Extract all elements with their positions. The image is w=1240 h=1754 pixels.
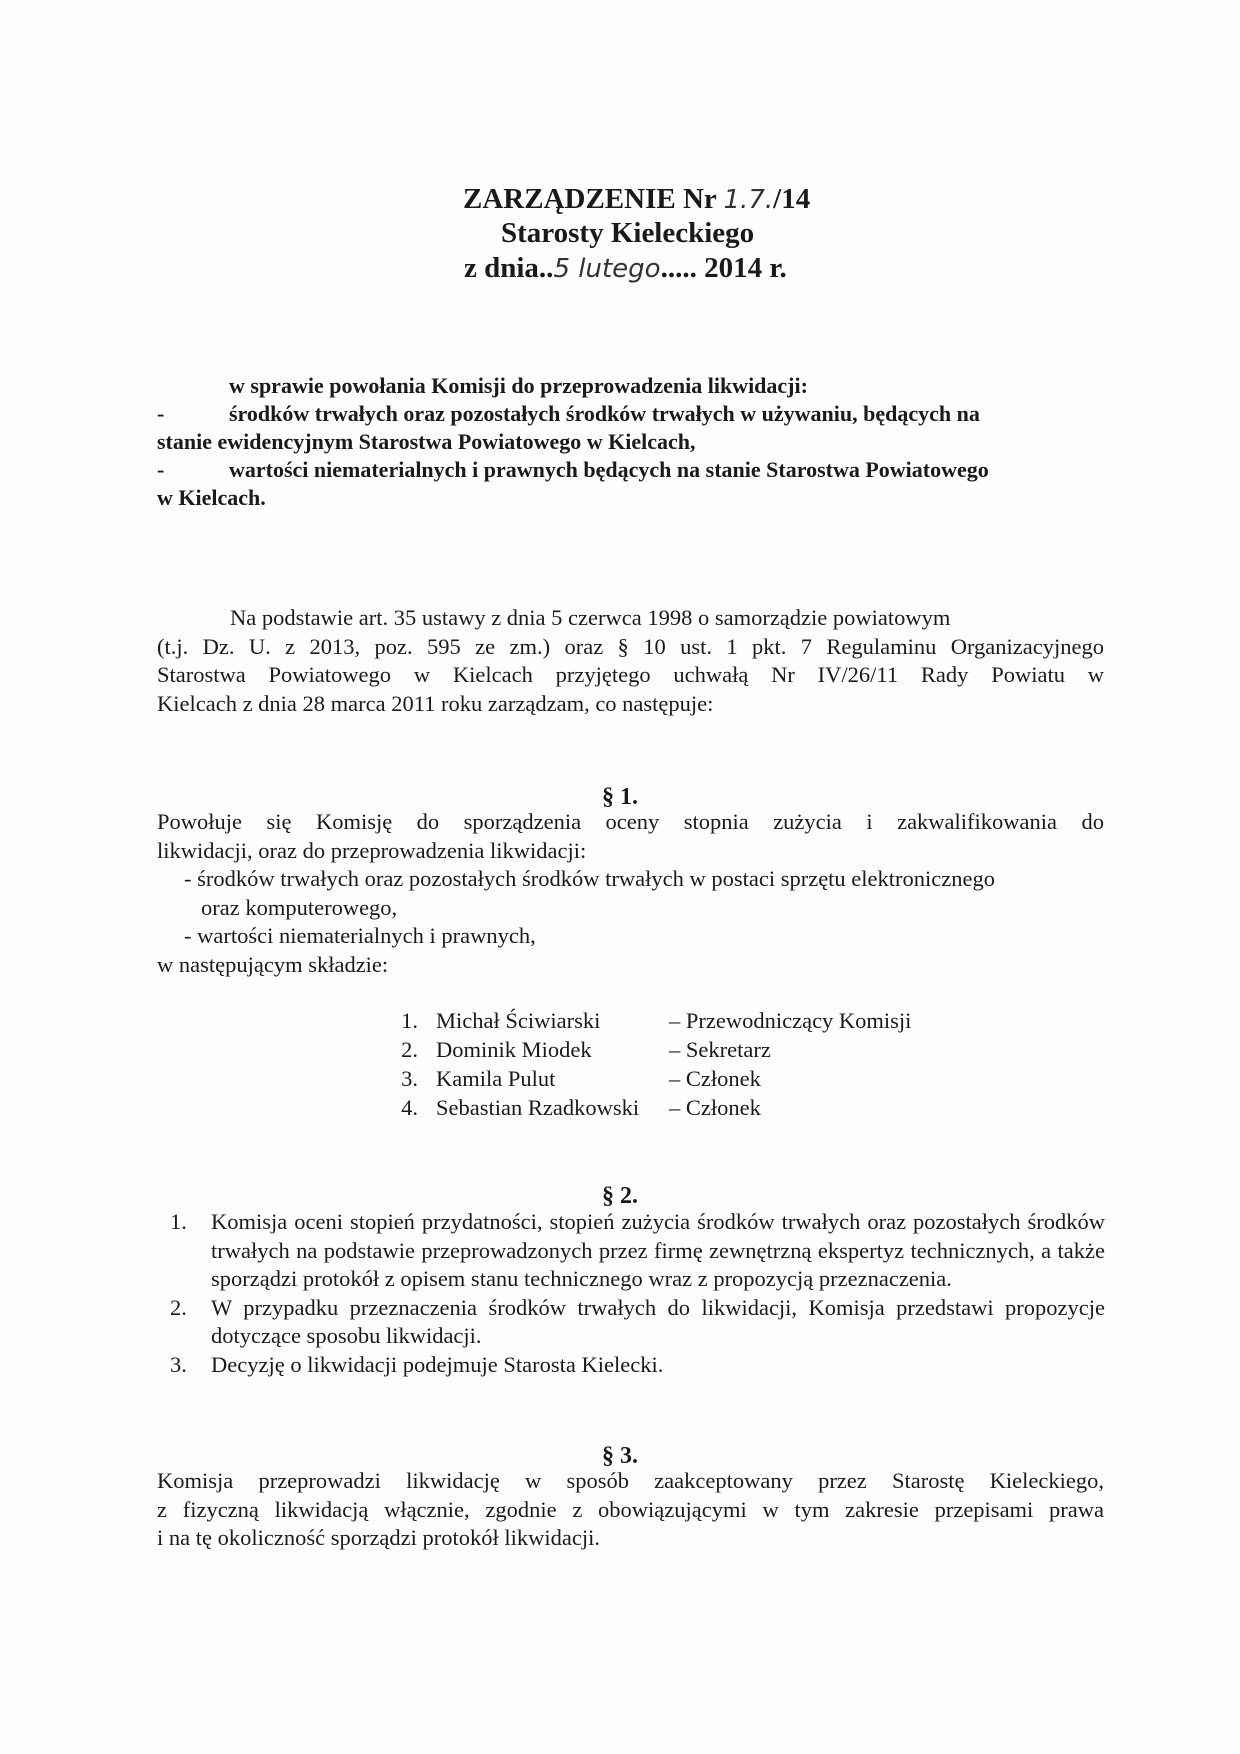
item-number: 1. <box>170 1209 187 1234</box>
section-3-title: § 3. <box>602 1443 638 1469</box>
title-suffix: /14 <box>773 183 811 215</box>
section-3-body <box>157 1467 1104 1553</box>
composition-label: w następującym składzie: <box>157 951 389 977</box>
preamble-line: Starostwa Powiatowego w Kielcach przyjętego uchwałą Nr IV/26/11 Rady Powiatu w <box>157 662 1104 687</box>
section-2-item <box>170 1294 1105 1351</box>
member-name: Michał Ściwiarski <box>436 1008 601 1033</box>
member-role: – Członek <box>669 1095 761 1120</box>
section-2-item <box>170 1208 1105 1294</box>
subject-dash: - <box>157 401 165 426</box>
subject-block <box>157 372 1107 512</box>
section-3-line: Komisja przeprowadzi likwidację w sposób zaakceptowany przez Starostę Kieleckiego, <box>157 1468 1104 1493</box>
handwritten-date: 5 lutego <box>553 254 661 284</box>
section-1-bullet: - wartości niematerialnych i prawnych, <box>184 923 536 948</box>
issuing-authority: Starosty Kieleckiego <box>501 217 755 249</box>
section-1-bullet-cont: oraz komputerowego, <box>201 894 398 920</box>
item-number: 3. <box>170 1351 187 1377</box>
member-role: – Sekretarz <box>669 1037 771 1062</box>
member-number: 1. <box>401 1008 418 1033</box>
document-date <box>464 251 787 286</box>
subject-item-1-line-2: stanie ewidencyjnym Starostwa Powiatowego w Kielcach, <box>157 429 696 454</box>
section-1-line: likwidacji, oraz do przeprowadzenia likwidacji: <box>157 837 587 863</box>
section-2-list <box>170 1208 1105 1379</box>
item-number: 2. <box>170 1294 187 1320</box>
subject-item-2-line-1: wartości niematerialnych i prawnych będących na stanie Starostwa Powiatowego <box>229 457 989 482</box>
member-name: Kamila Pulut <box>436 1066 556 1091</box>
title-prefix: ZARZĄDZENIE Nr <box>463 183 724 215</box>
preamble-line: Kielcach z dnia 28 marca 2011 roku zarządzam, co następuje: <box>157 690 714 716</box>
item-text: Decyzję o likwidacji podejmuje Starosta Kielecki. <box>211 1351 664 1377</box>
member-number: 4. <box>401 1095 418 1120</box>
section-1-title: § 1. <box>602 784 638 810</box>
section-1-line: Powołuje się Komisję do sporządzenia oceny stopnia zużycia i zakwalifikowania do <box>157 809 1104 834</box>
subject-dash: - <box>157 457 165 482</box>
date-prefix: z dnia.. <box>464 252 554 284</box>
member-name: Sebastian Rzadkowski <box>436 1095 640 1120</box>
section-2-item <box>170 1351 1105 1380</box>
item-text: W przypadku przeznaczenia środków trwałych do likwidacji, Komisja przedstawi propozycje dotyczące sposobu likwidacji. <box>211 1294 1105 1348</box>
member-name: Dominik Miodek <box>436 1037 592 1062</box>
section-3-line: i na tę okoliczność sporządzi protokół likwidacji. <box>157 1525 601 1550</box>
document-title <box>463 182 810 217</box>
section-1-body <box>157 808 1104 979</box>
handwritten-number: 1.7. <box>723 185 774 215</box>
subject-intro: w sprawie powołania Komisji do przeprowadzenia likwidacji: <box>229 373 808 398</box>
section-1-bullet: - środków trwałych oraz pozostałych środków trwałych w postaci sprzętu elektronicznego <box>184 866 995 891</box>
subject-item-2-line-2: w Kielcach. <box>157 485 266 510</box>
member-number: 3. <box>401 1066 418 1091</box>
preamble <box>157 604 1104 718</box>
member-number: 2. <box>401 1037 418 1062</box>
date-suffix: ..... 2014 r. <box>660 252 787 284</box>
preamble-line: Na podstawie art. 35 ustawy z dnia 5 czerwca 1998 o samorządzie powiatowym <box>230 605 951 630</box>
section-3-line: z fizyczną likwidacją włącznie, zgodnie z obowiązującymi w tym zakresie przepisami prawa <box>157 1496 1104 1522</box>
preamble-line: (t.j. Dz. U. z 2013, poz. 595 ze zm.) oraz § 10 ust. 1 pkt. 7 Regulaminu Organizacyjnego <box>157 633 1104 659</box>
subject-item-1-line-1: środków trwałych oraz pozostałych środków trwałych w używaniu, będących na <box>229 401 980 426</box>
section-2-title: § 2. <box>602 1183 638 1209</box>
member-role: – Przewodniczący Komisji <box>669 1008 912 1033</box>
item-text: Komisja oceni stopień przydatności, stopień zużycia środków trwałych oraz pozostałych środków trwałych na podstawie przeprowadzonych przez firmę zewnętrzną ekspertyz technicznych, a także sporządzi protokół z opisem stanu technicznego wraz z propozycją przeznaczenia. <box>211 1209 1105 1291</box>
member-role: – Członek <box>669 1066 761 1091</box>
